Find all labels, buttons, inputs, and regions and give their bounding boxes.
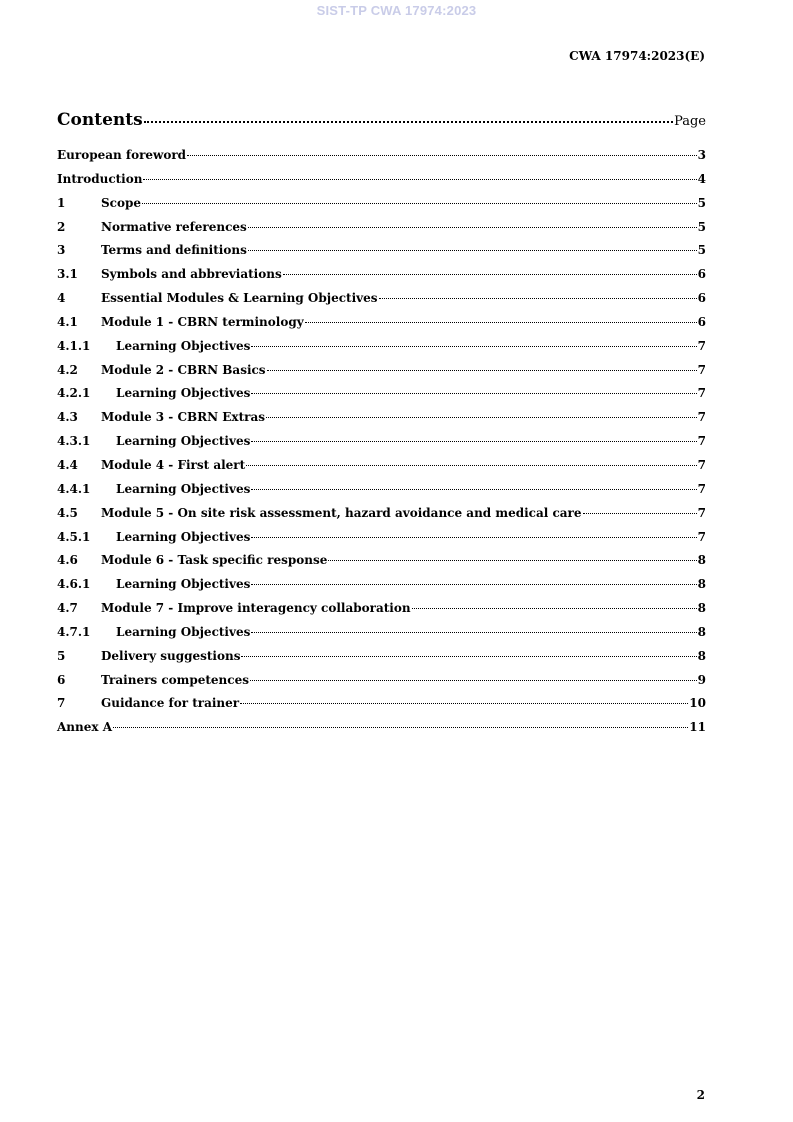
- toc-dot-leader: [267, 370, 697, 371]
- table-of-contents: [57, 148, 706, 744]
- toc-entry-page: 7: [697, 362, 706, 377]
- toc-entry-number: 4.4: [57, 457, 78, 472]
- toc-entry-page: 8: [697, 553, 706, 568]
- toc-entry[interactable]: [57, 363, 706, 387]
- toc-entry-title: Module 1 - CBRN terminology: [101, 314, 304, 329]
- toc-entry-title: Scope: [101, 195, 142, 210]
- toc-title-leader: [144, 121, 673, 123]
- toc-entry[interactable]: [57, 339, 706, 363]
- toc-entry-number: 2: [57, 219, 66, 234]
- toc-dot-leader: [583, 513, 697, 514]
- toc-entry-title: Terms and definitions: [101, 243, 247, 258]
- toc-dot-leader: [187, 155, 697, 156]
- toc-entry[interactable]: [57, 553, 706, 577]
- toc-entry-page: 3: [697, 148, 706, 162]
- toc-page-label: Page: [674, 114, 706, 129]
- toc-entry-number: 4.6: [57, 553, 78, 568]
- toc-entry[interactable]: [57, 625, 706, 649]
- toc-entry-title: Module 5 - On site risk assessment, hazard avoidance and medical care: [101, 505, 582, 520]
- toc-entry-number: 4.2: [57, 362, 78, 377]
- toc-entry[interactable]: [57, 673, 706, 697]
- toc-dot-leader: [241, 656, 696, 657]
- toc-entry[interactable]: [57, 267, 706, 291]
- toc-entry-page: 10: [689, 696, 706, 711]
- toc-entry-title: Essential Modules & Learning Objectives: [101, 291, 378, 306]
- toc-dot-leader: [240, 703, 688, 704]
- toc-entry-title: Module 6 - Task specific response: [101, 553, 328, 568]
- toc-entry[interactable]: [57, 291, 706, 315]
- toc-entry-page: 7: [697, 338, 706, 353]
- toc-entry-title: Trainers competences: [101, 672, 249, 687]
- toc-entry-number: 4.7: [57, 601, 78, 616]
- toc-entry-number: 4.6.1: [57, 577, 91, 592]
- toc-entry[interactable]: [57, 458, 706, 482]
- page-number: 2: [696, 1088, 705, 1102]
- toc-entry-page: 7: [697, 386, 706, 401]
- toc-entry-number: 4: [57, 291, 66, 306]
- toc-entry-title: Annex A: [57, 720, 113, 735]
- toc-dot-leader: [251, 584, 696, 585]
- toc-dot-leader: [143, 179, 696, 180]
- toc-entry[interactable]: [57, 315, 706, 339]
- toc-entry[interactable]: [57, 196, 706, 220]
- toc-entry[interactable]: [57, 720, 706, 744]
- toc-dot-leader: [251, 489, 696, 490]
- toc-entry-page: 7: [697, 505, 706, 520]
- toc-entry[interactable]: [57, 386, 706, 410]
- toc-entry[interactable]: [57, 148, 706, 172]
- toc-entry-page: 7: [697, 481, 706, 496]
- toc-entry-number: 3: [57, 243, 66, 258]
- toc-dot-leader: [142, 203, 697, 204]
- toc-entry-title: Module 4 - First alert: [101, 457, 246, 472]
- toc-entry-number: 4.4.1: [57, 481, 91, 496]
- toc-entry[interactable]: [57, 696, 706, 720]
- toc-entry-page: 6: [697, 267, 706, 282]
- toc-entry-number: 4.7.1: [57, 624, 91, 639]
- toc-entry-page: 6: [697, 314, 706, 329]
- toc-dot-leader: [251, 393, 696, 394]
- toc-entry-title: Learning Objectives: [116, 529, 251, 544]
- toc-entry-title: Learning Objectives: [116, 481, 251, 496]
- toc-dot-leader: [328, 560, 696, 561]
- toc-entry-title: European foreword: [57, 148, 187, 162]
- toc-dot-leader: [250, 680, 697, 681]
- toc-entry-page: 5: [697, 219, 706, 234]
- toc-entry-number: 1: [57, 195, 66, 210]
- toc-entry-title: Introduction: [57, 171, 143, 186]
- toc-entry-page: 6: [697, 291, 706, 306]
- toc-entry-number: 4.1.1: [57, 338, 91, 353]
- watermark: SIST-TP CWA 17974:2023: [316, 3, 477, 18]
- toc-entry-title: Normative references: [101, 219, 247, 234]
- toc-entry-number: 4.5: [57, 505, 78, 520]
- toc-dot-leader: [379, 298, 697, 299]
- toc-entry-page: 5: [697, 243, 706, 258]
- toc-entry-title: Guidance for trainer: [101, 696, 240, 711]
- toc-entry[interactable]: [57, 243, 706, 267]
- toc-entry-title: Learning Objectives: [116, 624, 251, 639]
- toc-entry-page: 11: [689, 720, 706, 735]
- toc-entry-page: 7: [697, 529, 706, 544]
- toc-dot-leader: [412, 608, 697, 609]
- document-id: CWA 17974:2023(E): [569, 49, 705, 63]
- toc-dot-leader: [251, 346, 696, 347]
- toc-entry[interactable]: [57, 434, 706, 458]
- toc-entry-title: Module 7 - Improve interagency collaboration: [101, 601, 411, 616]
- toc-entry-number: 5: [57, 648, 66, 663]
- toc-entry-page: 7: [697, 457, 706, 472]
- toc-entry[interactable]: [57, 530, 706, 554]
- toc-entry-number: 6: [57, 672, 66, 687]
- toc-entry[interactable]: [57, 220, 706, 244]
- toc-entry[interactable]: [57, 506, 706, 530]
- toc-dot-leader: [251, 441, 696, 442]
- toc-dot-leader: [113, 727, 688, 728]
- toc-dot-leader: [246, 465, 696, 466]
- toc-entry-number: 3.1: [57, 267, 78, 282]
- toc-entry-number: 4.1: [57, 314, 78, 329]
- toc-title: Contents: [57, 110, 143, 130]
- toc-entry-page: 7: [697, 434, 706, 449]
- toc-entry[interactable]: [57, 172, 706, 196]
- toc-entry-title: Learning Objectives: [116, 338, 251, 353]
- toc-entry-title: Learning Objectives: [116, 434, 251, 449]
- toc-entry-number: 4.3: [57, 410, 78, 425]
- toc-entry[interactable]: [57, 649, 706, 673]
- toc-entry-title: Delivery suggestions: [101, 648, 241, 663]
- toc-entry-title: Learning Objectives: [116, 386, 251, 401]
- toc-entry-number: 4.3.1: [57, 434, 91, 449]
- toc-entry[interactable]: [57, 410, 706, 434]
- toc-entry-title: Symbols and abbreviations: [101, 267, 282, 282]
- toc-entry-page: 7: [697, 410, 706, 425]
- toc-entry-title: Module 2 - CBRN Basics: [101, 362, 266, 377]
- toc-dot-leader: [248, 227, 697, 228]
- toc-heading: [57, 110, 706, 130]
- toc-entry-title: Module 3 - CBRN Extras: [101, 410, 265, 425]
- toc-entry-page: 8: [697, 648, 706, 663]
- toc-entry-page: 8: [697, 601, 706, 616]
- toc-entry-page: 8: [697, 624, 706, 639]
- toc-entry[interactable]: [57, 577, 706, 601]
- toc-dot-leader: [248, 250, 697, 251]
- toc-dot-leader: [305, 322, 697, 323]
- toc-dot-leader: [251, 632, 696, 633]
- toc-entry[interactable]: [57, 482, 706, 506]
- toc-entry-title: Learning Objectives: [116, 577, 251, 592]
- toc-entry-page: 9: [697, 672, 706, 687]
- toc-entry-page: 5: [697, 195, 706, 210]
- toc-entry[interactable]: [57, 601, 706, 625]
- toc-dot-leader: [251, 537, 696, 538]
- toc-entry-page: 8: [697, 577, 706, 592]
- toc-dot-leader: [266, 417, 697, 418]
- toc-entry-number: 4.5.1: [57, 529, 91, 544]
- toc-dot-leader: [283, 274, 697, 275]
- toc-entry-number: 4.2.1: [57, 386, 91, 401]
- toc-entry-number: 7: [57, 696, 66, 711]
- toc-entry-page: 4: [697, 171, 706, 186]
